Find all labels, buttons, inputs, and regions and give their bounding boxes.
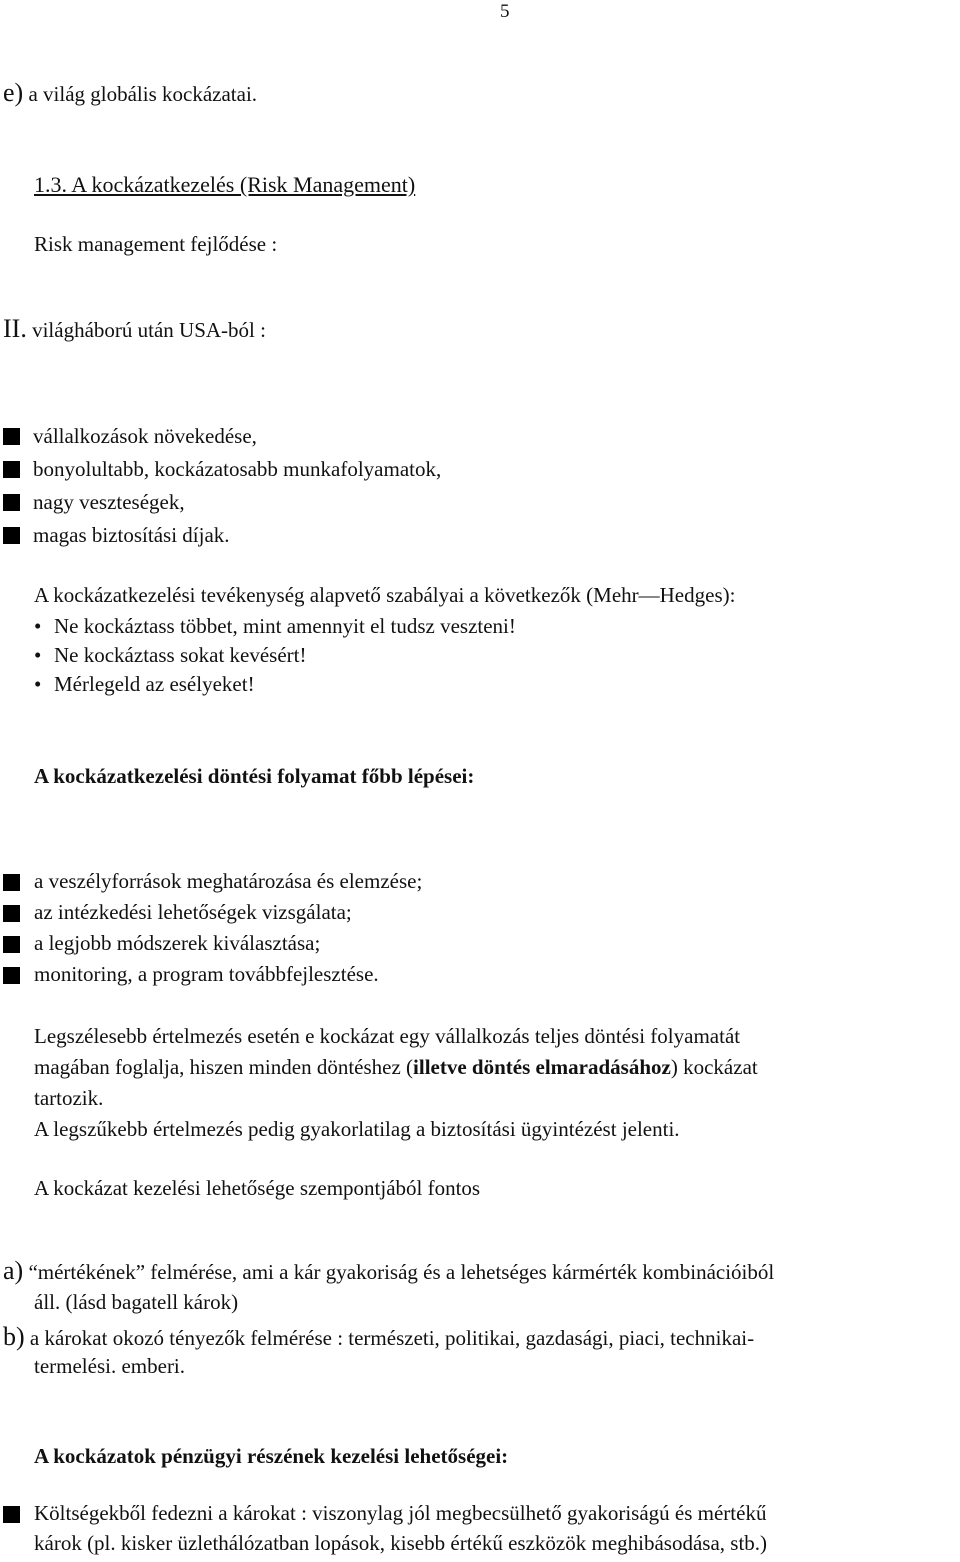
square-bullet-icon [3,428,20,445]
square-bullet-icon [3,967,20,984]
dot-bullet-icon: • [34,614,42,638]
intro-letter: e) [3,78,24,107]
square-bullet-icon [3,874,20,891]
paragraph-text: ) kockázat [670,1055,758,1079]
square-bullet-icon [3,494,20,511]
cause-item: vállalkozások növekedése, [33,424,257,448]
dot-bullet-icon: • [34,672,42,696]
ww2-text: világháború után USA-ból : [26,318,266,342]
cause-item: nagy veszteségek, [33,490,185,514]
process-step: az intézkedési lehetőségek vizsgálata; [34,900,352,924]
development-title: Risk management fejlődése : [34,232,278,256]
handling-item-b [3,1324,754,1350]
finance-line: károk (pl. kisker üzlethálózatban lopások, kisebb értékű eszközök meghibásodása, stb.) [34,1531,768,1555]
ww2-prefix: II. [3,314,27,343]
page-number: 5 [500,1,510,22]
square-bullet-icon [3,936,20,953]
handling-item-a-cont: áll. (lásd bagatell károk) [34,1290,239,1314]
dot-bullet-icon: • [34,643,42,667]
paragraph-line: tartozik. [34,1086,104,1110]
rule-text: Mérlegeld az esélyeket! [54,672,255,696]
item-letter: b) [3,1322,25,1351]
intro-line [3,80,257,106]
rule-item [34,674,255,695]
paragraph-text: magában foglalja, hiszen minden döntéshez ( [34,1055,414,1079]
section-title: 1.3. A kockázatkezelés (Risk Management) [34,172,416,197]
paragraph-emphasis: illetve döntés elmaradásához [413,1055,671,1079]
cause-item: bonyolultabb, kockázatosabb munkafolyamatok, [33,457,442,481]
finance-title: A kockázatok pénzügyi részének kezelési lehetőségei: [34,1444,509,1468]
process-step: a veszélyforrások meghatározása és elemzése; [34,869,423,893]
rules-intro: A kockázatkezelési tevékenység alapvető szabályai a következők (Mehr—Hedges): [34,583,736,607]
item-text: “mértékének” felmérése, ami a kár gyakoriság és a lehetséges kármérték kombinációiból [23,1260,775,1284]
paragraph-line: Legszélesebb értelmezés esetén e kockázat egy vállalkozás teljes döntési folyamatát [34,1024,741,1048]
paragraph-line [34,1057,758,1078]
handling-intro: A kockázat kezelési lehetősége szempontjából fontos [34,1176,481,1200]
intro-text: a világ globális kockázatai. [23,82,258,106]
handling-item-a [3,1258,774,1284]
rule-text: Ne kockáztass többet, mint amennyit el tudsz veszteni! [54,614,516,638]
square-bullet-icon [3,527,20,544]
square-bullet-icon [3,1506,20,1523]
item-letter: a) [3,1256,24,1285]
paragraph-line: A legszűkebb értelmezés pedig gyakorlatilag a biztosítási ügyintézést jelenti. [34,1117,680,1141]
square-bullet-icon [3,461,20,478]
handling-item-b-cont: termelési. emberi. [34,1354,186,1378]
ww2-line [3,316,266,342]
rule-item [34,616,516,637]
square-bullet-icon [3,905,20,922]
process-title: A kockázatkezelési döntési folyamat főbb lépései: [34,764,475,788]
process-step: a legjobb módszerek kiválasztása; [34,931,321,955]
cause-item: magas biztosítási díjak. [33,523,230,547]
rule-text: Ne kockáztass sokat kevésért! [54,643,307,667]
rule-item [34,645,306,666]
item-text: a károkat okozó tényezők felmérése : természeti, politikai, gazdasági, piaci, technikai- [24,1326,755,1350]
finance-line: Költségekből fedezni a károkat : viszonylag jól megbecsülhető gyakoriságú és mértékű [34,1501,767,1525]
process-step: monitoring, a program továbbfejlesztése. [34,962,379,986]
